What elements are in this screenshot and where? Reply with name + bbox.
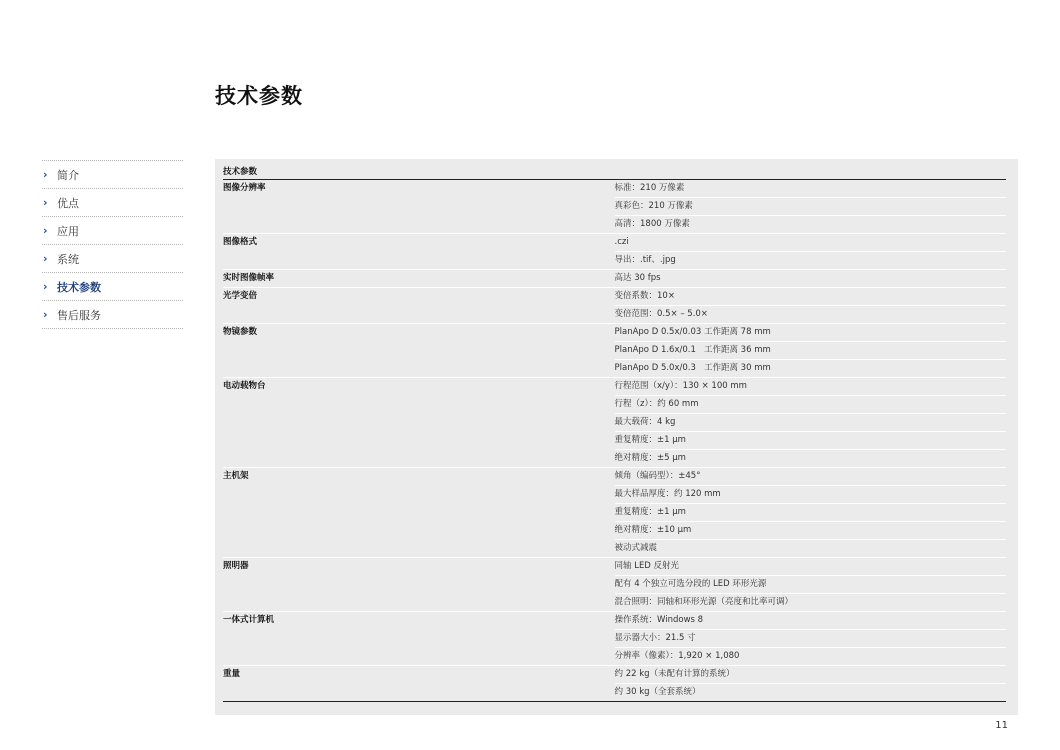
spec-value: PlanApo D 5.0x/0.3 工作距离 30 mm: [615, 360, 1007, 378]
spec-row: [223, 612, 1006, 630]
spec-value: 分辨率（像素）：1,920 × 1,080: [615, 648, 1007, 666]
spec-value: 重复精度：±1 µm: [615, 432, 1007, 450]
spec-value: .czi: [615, 234, 1007, 252]
spec-row: [223, 270, 1006, 288]
spec-panel: [215, 159, 1018, 715]
spec-value: 行程范围（x/y）：130 × 100 mm: [615, 378, 1007, 396]
nav-item-5[interactable]: [42, 301, 183, 329]
spec-table-header-label: 技术参数: [223, 165, 1006, 180]
nav-item-label: 技术参数: [57, 280, 101, 294]
spec-row: [223, 288, 1006, 306]
spec-value: 高清：1800 万像素: [615, 216, 1007, 234]
spec-value: 配有 4 个独立可选分段的 LED 环形光源: [615, 576, 1007, 594]
spec-group-name: 图像分辨率: [223, 180, 615, 234]
spec-value: 标准：210 万像素: [615, 180, 1007, 198]
spec-value: 操作系统：Windows 8: [615, 612, 1007, 630]
chevron-right-icon: ›: [43, 196, 48, 209]
spec-value: 约 22 kg（未配有计算的系统）: [615, 666, 1007, 684]
spec-value: 同轴 LED 反射光: [615, 558, 1007, 576]
spec-value: 最大样品厚度：约 120 mm: [615, 486, 1007, 504]
nav-item-0[interactable]: [42, 161, 183, 189]
spec-value: PlanApo D 0.5x/0.03 工作距离 78 mm: [615, 324, 1007, 342]
spec-value: 绝对精度：±10 µm: [615, 522, 1007, 540]
spec-group-name: 图像格式: [223, 234, 615, 270]
spec-group-name: 重量: [223, 666, 615, 702]
spec-value: 行程（z）：约 60 mm: [615, 396, 1007, 414]
page-title: 技术参数: [215, 84, 303, 108]
spec-group-name: 主机架: [223, 468, 615, 558]
spec-group-name: 光学变倍: [223, 288, 615, 324]
spec-row: [223, 666, 1006, 684]
spec-table: [223, 165, 1006, 702]
spec-value: 绝对精度：±5 µm: [615, 450, 1007, 468]
spec-group-name: 物镜参数: [223, 324, 615, 378]
spec-value: 最大载荷：4 kg: [615, 414, 1007, 432]
nav-item-label: 应用: [57, 224, 79, 238]
spec-value: 重复精度：±1 µm: [615, 504, 1007, 522]
spec-group-name: 照明器: [223, 558, 615, 612]
chevron-right-icon: ›: [43, 280, 48, 293]
chevron-right-icon: ›: [43, 224, 48, 237]
spec-value: 约 30 kg（全套系统）: [615, 684, 1007, 702]
page-number: 11: [995, 720, 1008, 731]
spec-row: [223, 468, 1006, 486]
spec-value: 高达 30 fps: [615, 270, 1007, 288]
nav-item-label: 售后服务: [57, 308, 101, 322]
spec-value: 导出：.tif、.jpg: [615, 252, 1007, 270]
spec-value: 变倍范围：0.5× – 5.0×: [615, 306, 1007, 324]
spec-row: [223, 234, 1006, 252]
nav-item-3[interactable]: [42, 245, 183, 273]
spec-value: 被动式减震: [615, 540, 1007, 558]
spec-group-name: 一体式计算机: [223, 612, 615, 666]
spec-table-header: [223, 165, 1006, 180]
section-nav: [42, 160, 183, 329]
chevron-right-icon: ›: [43, 308, 48, 321]
spec-row: [223, 180, 1006, 198]
nav-item-4[interactable]: [42, 273, 183, 301]
nav-item-2[interactable]: [42, 217, 183, 245]
nav-item-label: 优点: [57, 196, 79, 210]
chevron-right-icon: ›: [43, 252, 48, 265]
spec-value: PlanApo D 1.6x/0.1 工作距离 36 mm: [615, 342, 1007, 360]
spec-group-name: 实时图像帧率: [223, 270, 615, 288]
spec-value: 倾角（编码型）：±45°: [615, 468, 1007, 486]
spec-value: 显示器大小：21.5 寸: [615, 630, 1007, 648]
nav-item-1[interactable]: [42, 189, 183, 217]
spec-value: 真彩色：210 万像素: [615, 198, 1007, 216]
nav-item-label: 简介: [57, 168, 79, 182]
spec-group-name: 电动载物台: [223, 378, 615, 468]
nav-item-label: 系统: [57, 252, 79, 266]
spec-value: 混合照明：同轴和环形光源（亮度和比率可调）: [615, 594, 1007, 612]
chevron-right-icon: ›: [43, 168, 48, 181]
spec-row: [223, 558, 1006, 576]
spec-value: 变倍系数：10×: [615, 288, 1007, 306]
spec-row: [223, 324, 1006, 342]
spec-row: [223, 378, 1006, 396]
